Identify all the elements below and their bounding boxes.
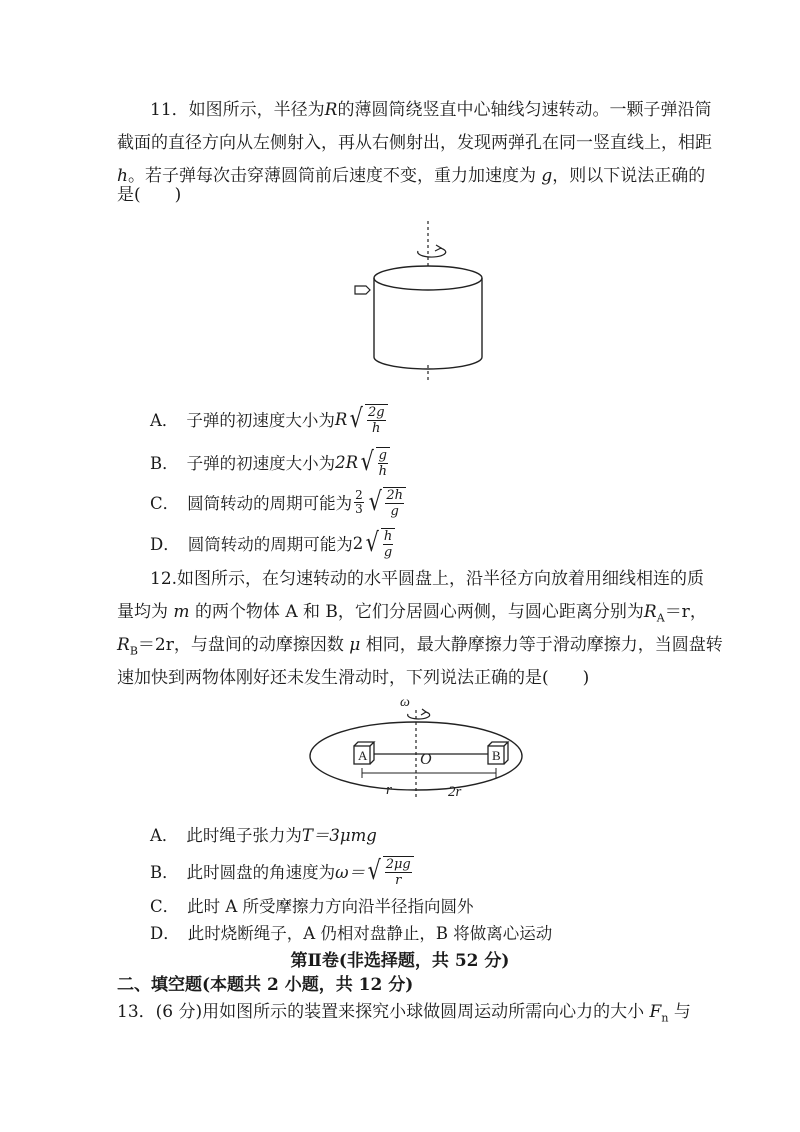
fraction: 2 3 xyxy=(355,487,363,516)
q12-line2: 量均为 m 的两个物体 A 和 B，它们分居圆心两侧，与圆心距离分别为$R_A=r$， xyxy=(117,602,707,625)
q12-option-d[interactable]: D． 此时烧断绳子，A 仍相对盘静止，B 将做离心运动 xyxy=(150,924,553,943)
q11-line3: h。若子弹每次击穿薄圆筒前后速度不变，重力加速度为 g，则以下说法正确的 xyxy=(117,166,706,186)
sqrt-expression: √ $\frac{2\mu g}{r}$ xyxy=(366,852,414,890)
q11-option-b[interactable]: B． 子弹的初速度大小为 2R √ $\frac{g}{h}$ xyxy=(150,443,390,481)
section-title: 第Ⅱ卷(非选择题，共 52 分) xyxy=(290,951,510,971)
q12-option-a[interactable]: A． 此时绳子张力为 T＝3μmg xyxy=(150,826,377,845)
q12-line4: 速加快到两物体刚好还未发生滑动时，下列说法正确的是( ) xyxy=(117,668,590,688)
q11-option-c[interactable]: C． 圆筒转动的周期可能为 2 3 √ $\frac{2h}{g}$ xyxy=(150,483,406,521)
sqrt-expression: √ $\frac{g}{h}$ xyxy=(359,443,390,481)
q12-option-b[interactable]: B． 此时圆盘的角速度为 ω＝ √ $\frac{2\mu g}{r}$ xyxy=(150,852,414,890)
q12-line3: $R_B=2r$，与盘间的动摩擦因数 μ 相同，最大静摩擦力等于滑动摩擦力，当圆盘转 xyxy=(117,635,723,658)
block-b-label: B xyxy=(492,748,501,763)
q11-line1: 11．如图所示，半径为R的薄圆筒绕竖直中心轴线匀速转动。一颗子弹沿筒 xyxy=(150,100,712,120)
q11-option-a[interactable]: A． 子弹的初速度大小为 R √ $\frac{2g}{h}$ xyxy=(150,400,388,438)
center-o-label: O xyxy=(420,751,432,768)
q13-line1: 13．(6 分)用如图所示的装置来探究小球做圆周运动所需向心力的大小 $F_n$ 与 xyxy=(117,1002,691,1025)
rotating-disc-figure xyxy=(308,690,538,810)
q11-option-d[interactable]: D． 圆筒转动的周期可能为 2 √ $\frac{h}{g}$ xyxy=(150,524,395,562)
distance-2r-label: 2r xyxy=(448,784,462,800)
section-subtitle: 二、填空题(本题共 2 小题，共 12 分) xyxy=(117,975,414,995)
block-a-label: A xyxy=(358,748,368,763)
sqrt-expression: √ $\frac{h}{g}$ xyxy=(364,524,395,562)
q11-line2: 截面的直径方向从左侧射入，再从右侧射出，发现两弹孔在同一竖直线上，相距 xyxy=(117,133,712,153)
sqrt-expression: √ $\frac{2h}{g}$ xyxy=(367,483,406,521)
q12-option-c[interactable]: C． 此时 A 所受摩擦力方向沿半径指向圆外 xyxy=(150,897,474,916)
omega-label: ω xyxy=(400,695,410,710)
q12-line1: 12.如图所示，在匀速转动的水平圆盘上，沿半径方向放着用细线相连的质 xyxy=(150,569,705,589)
sqrt-expression: √ $\frac{2g}{h}$ xyxy=(348,400,387,438)
distance-r-label: r xyxy=(386,782,392,798)
q11-line4: 是( ) xyxy=(117,185,182,205)
rotating-cylinder-figure xyxy=(345,215,495,385)
